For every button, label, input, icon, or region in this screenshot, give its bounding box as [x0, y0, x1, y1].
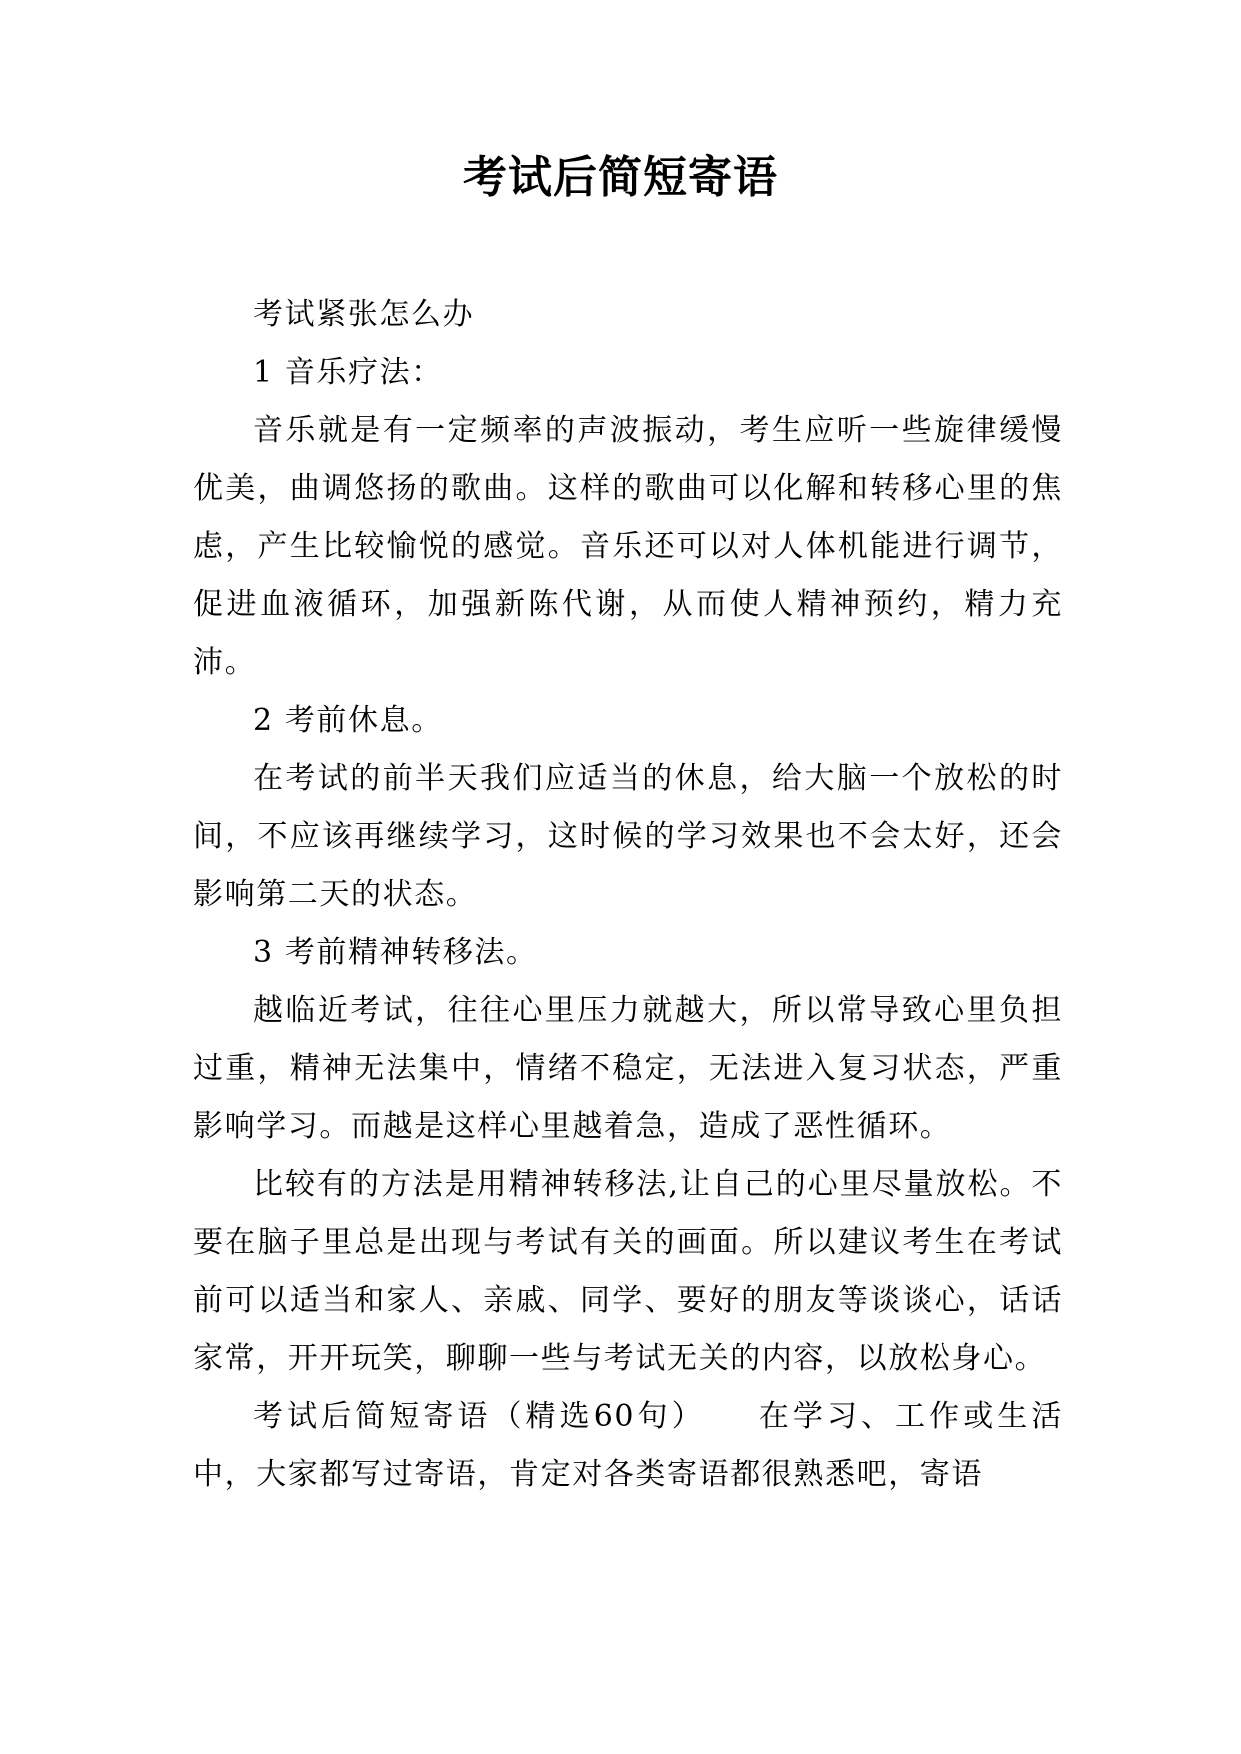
paragraph-heading: 考试紧张怎么办: [253, 297, 475, 332]
paragraph: 越临近考试，往往心里压力就越大，所以常导致心里负担过重，精神无法集中，情绪不稳定，无法进入复习状态，严重影响学习。而越是这样心里越着急，造成了恶性循环。: [193, 993, 1063, 1144]
document-body: [193, 286, 1063, 1504]
paragraph: 比较有的方法是用精神转移法,让自己的心里尽量放松。不要在脑子里总是出现与考试有关的画面。所以建议考生在考试前可以适当和家人、亲戚、同学、要好的朋友等谈谈心，话话家常，开开玩笑，聊聊一些与考试无关的内容，以放松身心。: [193, 1167, 1063, 1376]
paragraph: 在考试的前半天我们应适当的休息，给大脑一个放松的时间，不应该再继续学习，这时候的学习效果也不会太好，还会影响第二天的状态。: [193, 761, 1063, 912]
paragraph-item-1: 1 音乐疗法：: [253, 355, 443, 390]
document-title: 考试后简短寄语: [463, 152, 778, 203]
paragraph-item-2: 2 考前休息。: [253, 703, 443, 738]
paragraph: 考试后简短寄语（精选60句） 在学习、工作或生活中，大家都写过寄语，肯定对各类寄语都很熟悉吧，寄语: [193, 1399, 1063, 1492]
paragraph: 音乐就是有一定频率的声波振动，考生应听一些旋律缓慢优美，曲调悠扬的歌曲。这样的歌曲可以化解和转移心里的焦虑，产生比较愉悦的感觉。音乐还可以对人体机能进行调节，促进血液循环，加强新陈代谢，从而使人精神预约，精力充沛。: [193, 413, 1063, 680]
paragraph-item-3: 3 考前精神转移法。: [253, 935, 538, 970]
